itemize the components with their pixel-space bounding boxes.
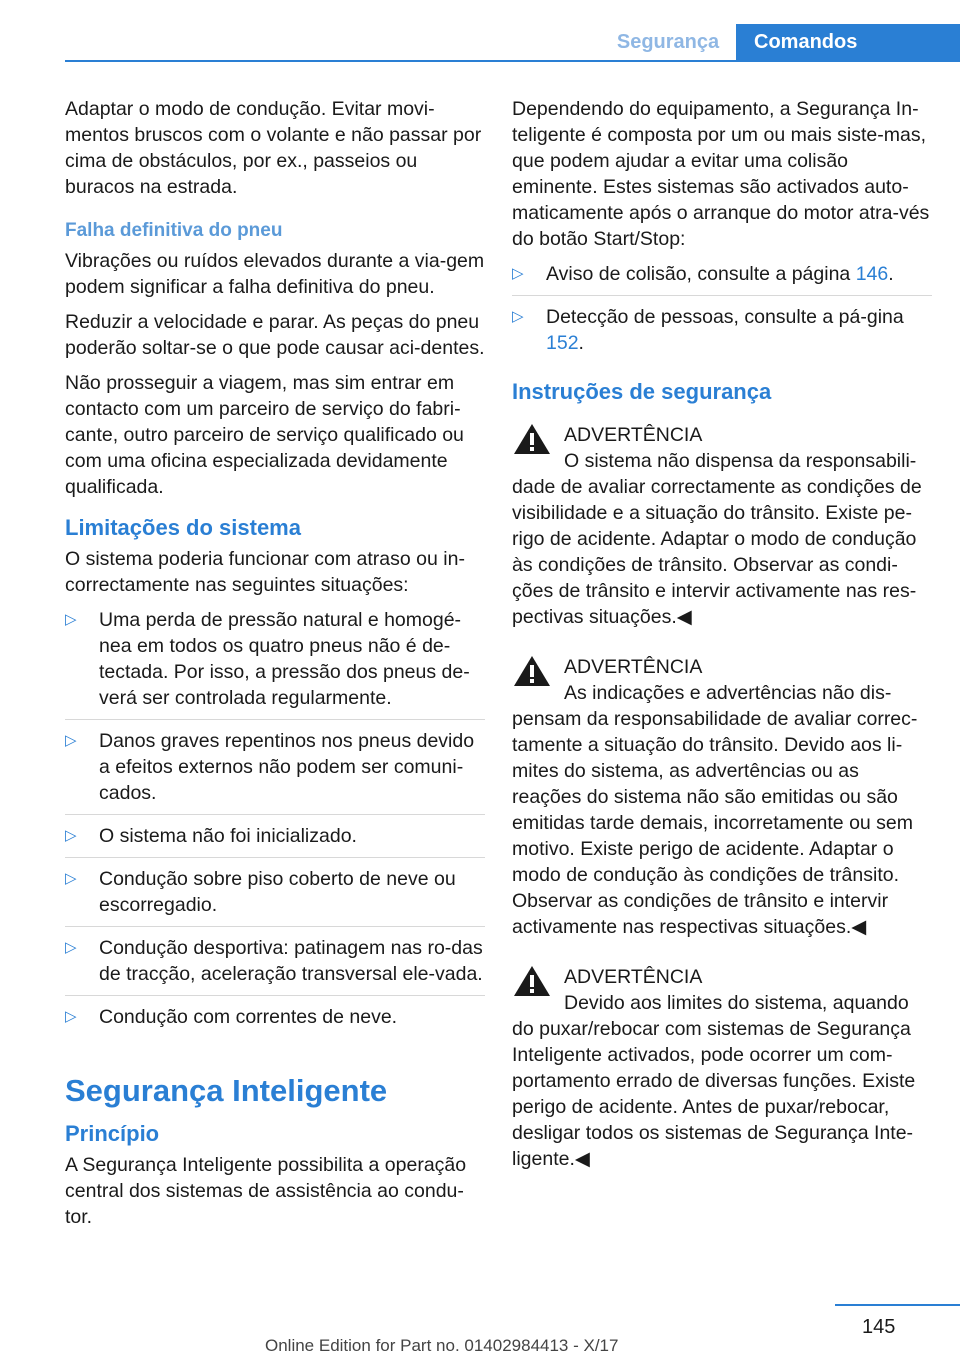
warning-title: ADVERTÊNCIA <box>564 424 703 446</box>
list-item: ▷ O sistema não foi inicializado. <box>65 823 485 858</box>
heading-intelligent-safety: Segurança Inteligente <box>65 1073 388 1108</box>
footer-rule <box>835 1304 960 1306</box>
header-tab-commands: Comandos <box>736 24 960 62</box>
warning-icon <box>512 654 552 688</box>
triangle-bullet-icon: ▷ <box>65 939 77 956</box>
warning-block <box>512 964 932 1172</box>
triangle-bullet-icon: ▷ <box>65 611 77 628</box>
paragraph: Reduzir a velocidade e parar. As peças do pneu poderão soltar-se o que pode causar aci-dentes. <box>65 311 485 359</box>
list-item: ▷ Condução sobre piso coberto de neve ou escorregadio. <box>65 866 485 927</box>
paragraph: Adaptar o modo de condução. Evitar movi-mentos bruscos com o volante e não passar por cima de obstáculos, por ex., passeios ou buracos na estrada. <box>65 98 482 198</box>
warning-block <box>512 654 932 940</box>
left-column <box>65 96 485 1239</box>
paragraph: Dependendo do equipamento, a Segurança In-teligente é composta por um ou mais siste-mas, que podem ajudar a evitar uma colisão eminente. Estes sistemas são activados auto-maticamente após o arranque do motor atra-vés do botão Start/Stop: <box>512 98 930 250</box>
limits-list <box>65 607 485 1038</box>
list-item: ▷ Uma perda de pressão natural e homogé-nea em todos os quatro pneus não é de-tectada. Por isso, a pressão dos pneus de-verá ser controlada regularmente. <box>65 607 485 720</box>
triangle-bullet-icon: ▷ <box>65 1008 77 1025</box>
subheading-tire-failure: Falha definitiva do pneu <box>65 220 283 241</box>
list-item: ▷ Aviso de colisão, consulte a página 146. <box>512 261 932 296</box>
warning-title: ADVERTÊNCIA <box>564 656 703 678</box>
header-section-label: Segurança <box>616 31 720 53</box>
footer-edition: Online Edition for Part no. 01402984413 - X/17 <box>265 1336 619 1355</box>
warning-icon <box>512 422 552 456</box>
warning-text: Devido aos limites do sistema, aquando do puxar/rebocar com sistemas de Segurança Inteligente activados, pode ocorrer um com-portamento errado de diversas funções. Existe perigo de acidente. Antes de puxar/rebocar, desligar todos os sistemas de Segurança Inte-ligente.◀ <box>512 992 916 1170</box>
paragraph: Vibrações ou ruídos elevados durante a via-gem podem significar a falha definitiva do pneu. <box>65 250 485 298</box>
list-item: ▷ Detecção de pessoas, consulte a pá-gina 152. <box>512 306 904 354</box>
header-rule <box>65 60 960 62</box>
systems-list <box>512 261 932 364</box>
list-item: ▷ Condução desportiva: patinagem nas ro-das de tracção, aceleração transversal ele-vada. <box>65 935 485 996</box>
triangle-bullet-icon: ▷ <box>65 870 77 887</box>
list-item: ▷ Danos graves repentinos nos pneus devido a efeitos externos não podem ser comuni-cados. <box>65 728 485 815</box>
right-column <box>512 96 932 1172</box>
paragraph: O sistema poderia funcionar com atraso ou in-correctamente nas seguintes situações: <box>65 548 465 596</box>
heading-safety-instructions: Instruções de segurança <box>512 379 772 404</box>
heading-principle: Princípio <box>65 1121 160 1146</box>
triangle-bullet-icon: ▷ <box>65 732 77 749</box>
warning-text: As indicações e advertências não dis-pensam da responsabilidade de avaliar correc-tamente a situação do trânsito. Devido aos li-mites do sistema, as advertências ou as reações do sistema não são emitidas ou são emitidas tarde demais, incorretamente ou sem motivo. Existe perigo de acidente. Adaptar o modo de condução às condições de trânsito. Observar as condições de trânsito e intervir activamente nas respectivas situações.◀ <box>512 682 918 938</box>
warning-block <box>512 422 932 630</box>
warning-text: O sistema não dispensa da responsabili-dade de avaliar correctamente as condições de visibilidade e a situação do trânsito. Existe pe-rigo de acidente. Adaptar o modo de condução às condições de trânsito. Observar as condi-ções de trânsito e intervir activamente nas res-pectivas situações.◀ <box>512 450 922 628</box>
warning-title: ADVERTÊNCIA <box>564 966 703 988</box>
triangle-bullet-icon: ▷ <box>512 308 524 325</box>
page-link-146[interactable]: 146 <box>855 263 889 285</box>
list-item: ▷ Condução com correntes de neve. <box>65 1006 398 1028</box>
warning-icon <box>512 964 552 998</box>
triangle-bullet-icon: ▷ <box>65 827 77 844</box>
page-link-152[interactable]: 152 <box>546 332 579 354</box>
heading-system-limits: Limitações do sistema <box>65 515 301 540</box>
page-number: 145 <box>862 1316 896 1338</box>
triangle-bullet-icon: ▷ <box>512 265 524 282</box>
paragraph: Não prosseguir a viagem, mas sim entrar em contacto com um parceiro de serviço do fabri-cante, outro parceiro de serviço qualificado ou com uma oficina especializada devidamente qualificada. <box>65 372 464 498</box>
paragraph: A Segurança Inteligente possibilita a operação central dos sistemas de assistência ao condu-tor. <box>65 1154 467 1228</box>
